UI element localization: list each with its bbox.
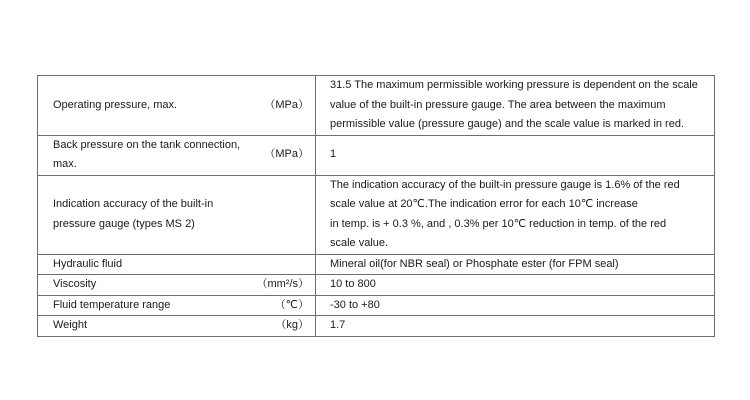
value-text: 10 to 800: [330, 278, 376, 290]
table-row: [38, 76, 715, 136]
parameter-name: pressure gauge (types MS 2): [53, 217, 195, 230]
table-row: [38, 316, 715, 337]
parameter-name: Indication accuracy of the built-in: [53, 198, 214, 210]
parameter: [53, 296, 315, 316]
value-text: -30 to +80: [330, 298, 380, 311]
parameter-unit: （℃）: [274, 298, 309, 311]
parameter-cell: [38, 295, 316, 316]
parameter-name: Viscosity: [53, 278, 97, 290]
parameter: [53, 275, 315, 295]
value-cell: [316, 316, 715, 337]
value-text: 1.7: [330, 319, 346, 331]
value-cell: [316, 254, 715, 275]
value-cell: [316, 175, 715, 254]
parameter: [53, 316, 315, 336]
value-cell: [316, 76, 715, 136]
parameter-unit: （mm²/s）: [256, 278, 309, 290]
value-cell: [316, 295, 715, 316]
value-cell: [316, 135, 715, 175]
parameter-unit: （MPa）: [264, 148, 309, 161]
table-row: [38, 254, 715, 275]
table-row: [38, 175, 715, 254]
value-text: 31.5 The maximum permissible working pressure is dependent on the scale: [330, 79, 698, 91]
table-row: [38, 275, 715, 296]
value-text: in temp. is + 0.3 %, and , 0.3% per 10℃ reduction in temp. of the red: [330, 217, 667, 230]
parameter-name: Weight: [53, 319, 88, 331]
value-text: scale value.: [330, 237, 389, 249]
parameter-cell: [38, 175, 316, 254]
parameter-name: Fluid temperature range: [53, 298, 171, 311]
parameter: [53, 136, 315, 175]
parameter-unit: （kg）: [275, 319, 309, 331]
parameter-cell: [38, 76, 316, 136]
parameter-name: Operating pressure, max.: [53, 98, 178, 111]
parameter: [53, 96, 315, 116]
parameter: [53, 255, 315, 275]
value-text: scale value at 20℃.The indication error for each 10℃ increase: [330, 198, 638, 210]
parameter-name: Back pressure on the tank connection, max.: [53, 138, 241, 170]
parameter-cell: [38, 316, 316, 337]
value-text: 1: [330, 148, 337, 161]
value-text: The indication accuracy of the built-in pressure gauge is 1.6% of the red: [330, 178, 680, 191]
parameter-unit: （MPa）: [264, 98, 309, 111]
value-text: value of the built-in pressure gauge. The area between the maximum: [330, 98, 666, 111]
value-text: permissible value (pressure gauge) and the scale value is marked in red.: [330, 118, 685, 130]
value-text: Mineral oil(for NBR seal) or Phosphate ester (for FPM seal): [330, 257, 619, 270]
parameter-cell: [38, 254, 316, 275]
table-row: [38, 295, 715, 316]
value-cell: [316, 275, 715, 296]
parameter-cell: [38, 275, 316, 296]
table-row: [38, 135, 715, 175]
parameter-name: Hydraulic fluid: [53, 257, 123, 270]
parameter-cell: [38, 135, 316, 175]
specification-table: [37, 75, 715, 337]
